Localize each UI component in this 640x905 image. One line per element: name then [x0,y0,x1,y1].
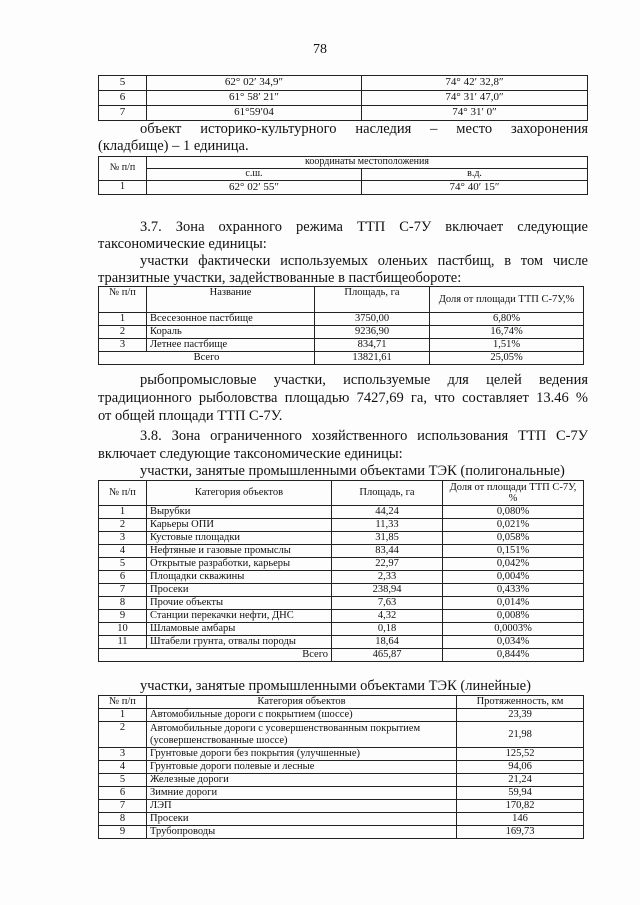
header-share: Доля от площади ТТП С-7У, % [443,481,584,506]
table-row: 8 Просеки 146 [99,813,584,826]
paragraph-3-7-cont: таксономические единицы: [98,236,267,252]
header-category: Категория объектов [147,696,457,709]
header-latitude: с.ш. [147,169,362,181]
paragraph-fishing-cont2: от общей площади ТТП С-7У. [98,408,283,424]
table-row: 1 62° 02′ 55″ 74° 40′ 15″ [99,181,588,195]
header-coordinates: координаты местоположения [147,157,588,169]
paragraph-fishing: рыбопромысловые участки, используемые для целей ведения [140,372,588,388]
header-length: Протяженность, км [457,696,584,709]
table-row: 9 Трубопроводы 169,73 [99,826,584,839]
cemetery-coordinates-table [98,156,588,195]
paragraph-3-8-cont: включает следующие таксономические единицы: [98,446,403,462]
header-area: Площадь, га [332,481,443,506]
paragraph-fishing-cont: традиционного рыболовства площадью 7427,69 га, что составляет 13.46 % [98,390,588,406]
header-share: Доля от площади ТТП С-7У,% [430,287,584,313]
table-row: 9 Станции перекачки нефти, ДНС 4,32 0,008% [99,610,584,623]
table-row: 2 Автомобильные дороги с усовершенствованным покрытием (усовершенствованные шоссе) 21,98 [99,722,584,748]
polygonal-objects-table [98,480,584,662]
table-row: 3 Летнее пастбище 834,71 1,51% [99,339,584,352]
header-number: № п/п [99,481,147,506]
paragraph-heritage-object: объект историко-культурного наследия – место захоронения [140,121,588,137]
table-row: 7 Просеки 238,94 0,433% [99,584,584,597]
header-number: № п/п [99,157,147,181]
table-row: 7 ЛЭП 170,82 [99,800,584,813]
table-row: 1 Всесезонное пастбище 3750,00 6,80% [99,313,584,326]
table-row: 1 Вырубки 44,24 0,080% [99,506,584,519]
table-row: 2 Карьеры ОПИ 11,33 0,021% [99,519,584,532]
page-number: 78 [313,42,327,57]
table-total-row: Всего 465,87 0,844% [99,649,584,662]
pastures-table [98,286,584,365]
table-row: 6 Зимние дороги 59,94 [99,787,584,800]
table-row: 2 Кораль 9236,90 16,74% [99,326,584,339]
paragraph-3-8: 3.8. Зона ограниченного хозяйственного использования ТТП С-7У [140,428,588,444]
header-number: № п/п [99,696,147,709]
coordinates-table-continued [98,75,588,121]
table-row: 8 Прочие объекты 7,63 0,014% [99,597,584,610]
paragraph-linear: участки, занятые промышленными объектами ТЭК (линейные) [140,678,531,694]
table-row: 4 Нефтяные и газовые промыслы 83,44 0,151% [99,545,584,558]
header-longitude: в.д. [362,169,588,181]
header-category: Категория объектов [147,481,332,506]
table-row: 4 Грунтовые дороги полевые и лесные 94,06 [99,761,584,774]
table-row: 7 61°59′04 74° 31′ 0″ [99,106,588,121]
paragraph-heritage-object-cont: (кладбище) – 1 единица. [98,138,249,154]
header-area: Площадь, га [315,287,430,313]
paragraph-polygonal: участки, занятые промышленными объектами ТЭК (полигональные) [140,463,565,479]
table-row: 3 Грунтовые дороги без покрытия (улучшенные) 125,52 [99,748,584,761]
paragraph-pastures-cont: транзитные участки, задействованные в пастбищеобороте: [98,270,462,286]
table-row: 11 Штабели грунта, отвалы породы 18,64 0,034% [99,636,584,649]
table-row: 6 Площадки скважины 2,33 0,004% [99,571,584,584]
header-name: Название [147,287,315,313]
paragraph-pastures: участки фактически используемых оленьих пастбищ, в том числе [140,253,588,269]
table-row: 5 62° 02′ 34,9″ 74° 42′ 32,8″ [99,76,588,91]
table-row: 5 Железные дороги 21,24 [99,774,584,787]
table-row: 10 Шламовые амбары 0,18 0,0003% [99,623,584,636]
header-number: № п/п [99,287,147,313]
paragraph-3-7: 3.7. Зона охранного режима ТТП С-7У включает следующие [140,219,588,235]
table-row: 5 Открытые разработки, карьеры 22,97 0,042% [99,558,584,571]
linear-objects-table [98,695,584,839]
table-row: 1 Автомобильные дороги с покрытием (шоссе) 23,39 [99,709,584,722]
table-row: 6 61° 58′ 21″ 74° 31′ 47,0″ [99,91,588,106]
table-row: 3 Кустовые площадки 31,85 0,058% [99,532,584,545]
table-total-row: Всего 13821,61 25,05% [99,352,584,365]
